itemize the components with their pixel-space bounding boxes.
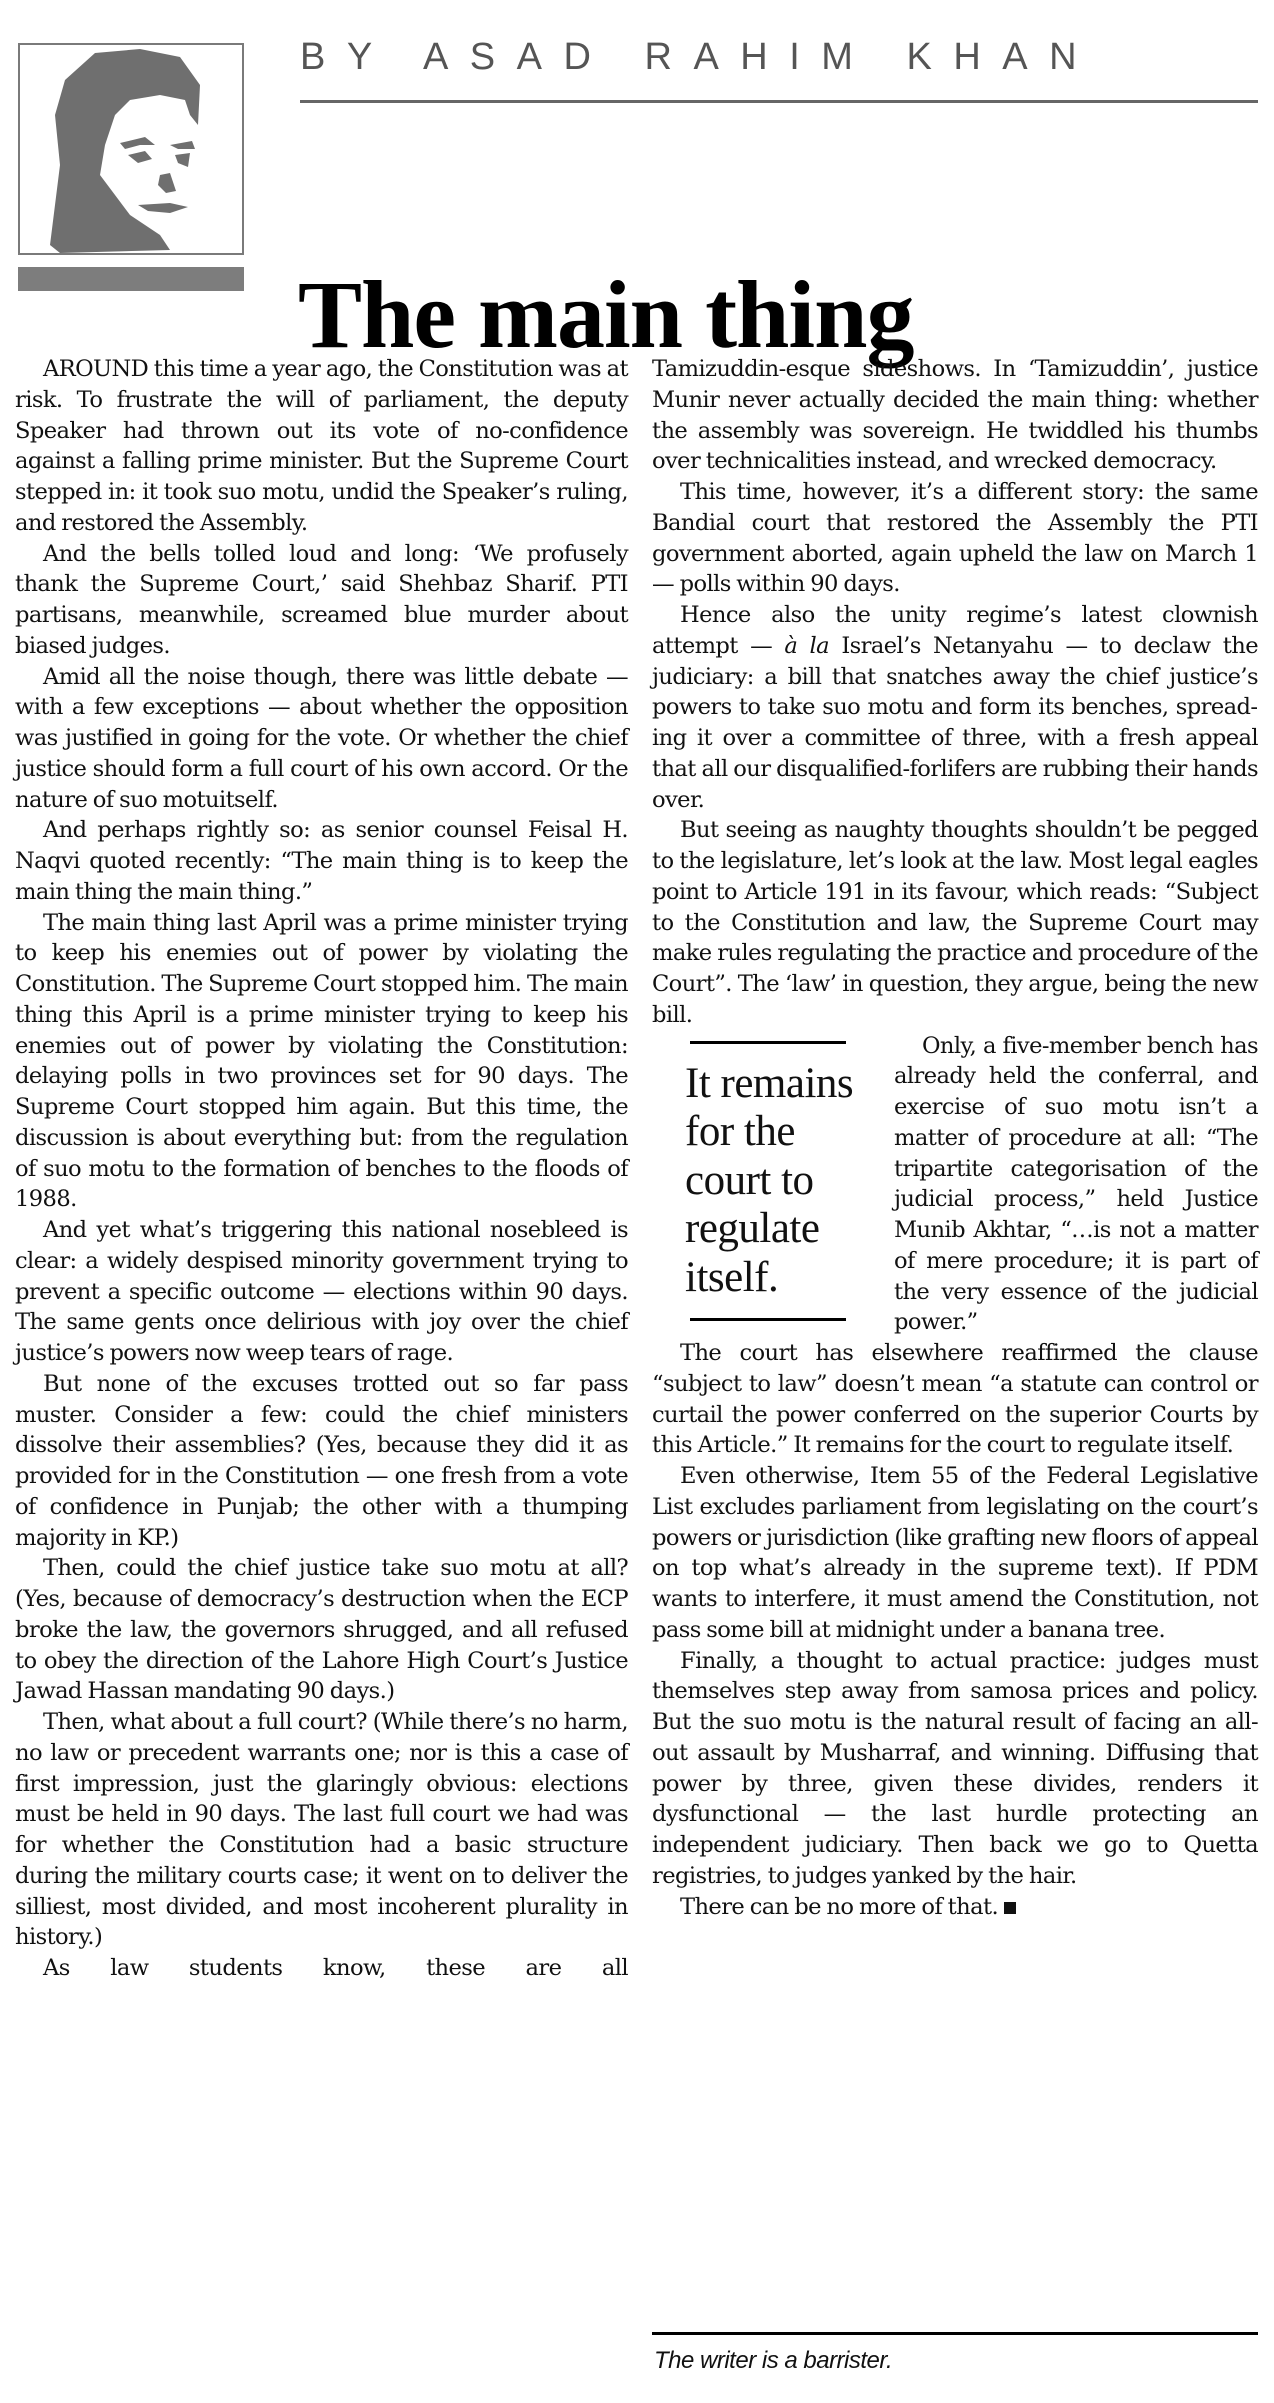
- paragraph: [652, 815, 1258, 1030]
- paragraph: The court has elsewhere reaffirmed the clause “subject to law” doesn’t mean “a statute can control or curtail the power conferred on the superior Courts by this Article.” It remains for the court to regulate itself.: [652, 1340, 1258, 1459]
- paragraph: This time, however, it’s a different story: the same Bandial court that restored the Assembly the PTI government aborted, again upheld the law on March 1 — polls within 90 days.: [652, 479, 1258, 598]
- paragraph: And perhaps rightly so: as senior counsel Feisal H. Naqvi quoted recently: “The main thing is to keep the main thing the main thing.”: [15, 817, 628, 905]
- paragraph: [652, 1892, 1258, 1923]
- byline: BY ASAD RAHIM KHAN: [300, 36, 1099, 78]
- italic-phrase: à la: [784, 632, 830, 659]
- author-note: The writer is a barrister.: [654, 2347, 893, 2374]
- columnist-portrait: [18, 43, 244, 255]
- article-column-right: [652, 354, 1258, 1922]
- paragraph: Amid all the noise though, there was little debate — with a few exceptions — about whether the opposition was justified in going for the vote. Or whether the chief justice should form a full court of his own accord. Or the nature of suo motuitself.: [15, 663, 628, 813]
- paragraph: [652, 600, 1258, 815]
- paragraph: As law students know, these are all: [43, 1955, 628, 1981]
- paragraph-text: But seeing as naughty thoughts shouldn’t be pegged to the legislature, let’s look at the law. Most legal eagles point to Article 191 in its favour, which reads: “Subject to the Constitution and law, the Supreme Court may make rules regulating the practice and procedure of the Court”. The ‘law’ in question, they argue, being the new bill.: [652, 817, 1258, 1028]
- paragraph: The main thing last April was a prime minister trying to keep his enemies out of power by violating the Constitution. The Supreme Court stopped him. The main thing this April is a prime minister trying to keep his enemies out of power by violating the Constitution: delaying polls in two provinces set for 90 days. The Supreme Court stopped him again. But this time, the discussion is about everything but: from the regulation of suo motu to the formation of benches to the floods of 1988.: [15, 909, 628, 1213]
- portrait-illustration-icon: [20, 45, 242, 253]
- paragraph: And the bells tolled loud and long: ‘We profusely thank the Supreme Court,’ said Shehbaz Sharif. PTI partisans, meanwhile, screamed blue murder about biased judges.: [15, 540, 628, 659]
- paragraph: Even otherwise, Item 55 of the Federal Legislative List excludes parliament from legislating on the court’s powers or jurisdiction (like grafting new floors of appeal on top what’s already in the supreme text). If PDM wants to interfere, it must amend the Constitution, not pass some bill at midnight under a banana tree.: [652, 1463, 1258, 1643]
- end-mark-icon: [1004, 1902, 1016, 1914]
- paragraph: Then, what about a full court? (While there’s no harm, no law or precedent warrants one; nor is this a case of first impression, just the glaringly obvious: elections must be held in 90 days. The last full court we had was for whether the Constitution had a basic structure during the military courts case; it went on to deliver the silliest, most divided, and most incoherent plurality in history.): [15, 1709, 628, 1951]
- pull-quote-bottom-rule: [690, 1318, 846, 1321]
- paragraph: AROUND this time a year ago, the Constitution was at risk. To frustrate the will of parliament, the deputy Speaker had thrown out its vote of no-confidence against a falling prime minister. But the Supreme Court stepped in: it took suo motu, undid the Speaker’s ruling, and restored the Assembly.: [15, 356, 628, 536]
- article-title: The main thing: [298, 261, 914, 369]
- paragraph: But none of the excuses trotted out so far pass muster. Consider a few: could the chief ministers dissolve their assemblies? (Yes, because they did it as provided for in the Constitution — one fresh from a vote of confidence in Punjab; the other with a thumping majority in KP.): [15, 1370, 628, 1551]
- paragraph: And yet what’s triggering this national nosebleed is clear: a widely despised minority government trying to prevent a specific outcome — elections within 90 days. The same gents once delirious with joy over the chief justice’s powers now weep tears of rage.: [15, 1217, 628, 1366]
- byline-divider: [300, 100, 1258, 103]
- paragraph: Finally, a thought to actual practice: judges must themselves step away from samosa prices and policy. But the suo motu is the natural result of facing an all-out assault by Musharraf, and winning. Diffusing that power by three, given these divides, renders it dysfunctional — the last hurdle protecting an independent judiciary. Then back we go to Quetta registries, to judges yanked by the hair.: [652, 1647, 1258, 1889]
- paragraph: Then, could the chief justice take suo motu at all? (Yes, because of democracy’s destruction when the ECP broke the law, the governors shrugged, and all refused to obey the direction of the Lahore High Court’s Justice Jawad Hassan mandating 90 days.): [15, 1555, 628, 1705]
- footer-divider: [652, 2332, 1258, 2335]
- portrait-grey-bar: [18, 267, 244, 291]
- paragraph-text: Hence also the unity regime’s latest clownish attempt —: [652, 602, 1258, 659]
- closing-line: There can be no more of that.: [680, 1893, 999, 1920]
- pull-quote-text: It remains for the court to regulate itself.: [685, 1059, 854, 1301]
- paragraph: Only, a five-member bench has already held the conferral, and exercise of suo motu isn’t a matter of procedure at all: “The tripartite categorisation of the judicial process,” held Justice Munib Akhtar, “…is not a matter of mere procedure; it is part of the very essence of the judicial power.”: [894, 1032, 1258, 1336]
- pull-quote: [674, 1035, 864, 1322]
- paragraph: Tamizuddin-esque sideshows. In ‘Tamizuddin’, justice Munir never actually decided the main thing: whether the assembly was sovereign. He twiddled his thumbs over technicalities instead, and wrecked democracy.: [652, 356, 1258, 475]
- paragraph-text: Israel’s Netanyahu — to declaw the judiciary: a bill that snatches away the chief justice’s powers to take suo motu and form its benches, spreading it over a committee of three, with a fresh appeal that all our disqualified-forlifers are rubbing their hands over.: [652, 632, 1258, 813]
- article-column-left: [15, 354, 628, 1984]
